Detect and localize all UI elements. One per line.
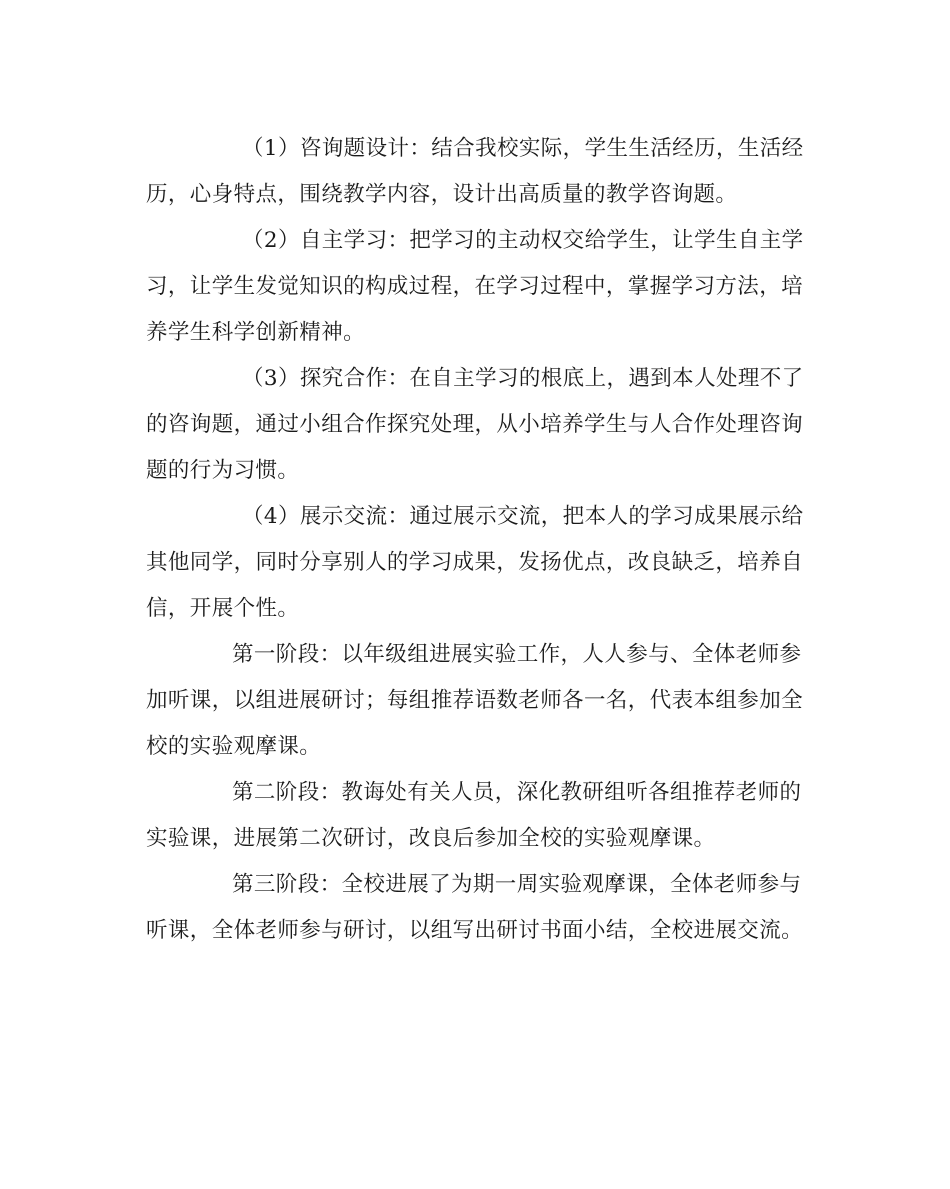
paragraph-line: 题的行为习惯。	[146, 458, 300, 483]
paragraph-line: 校的实验观摩课。	[146, 734, 322, 759]
paragraph-line: （4）展示交流：通过展示交流，把本人的学习成果展示给	[242, 504, 804, 529]
paragraph-line: 第一阶段：以年级组进展实验工作，人人参与、全体老师参	[232, 642, 802, 667]
paragraph-line: 习，让学生发觉知识的构成过程，在学习过程中，掌握学习方法，培	[146, 274, 804, 299]
paragraph-line: 历，心身特点，围绕教学内容，设计出高质量的教学咨询题。	[146, 182, 738, 207]
paragraph-stage-1	[146, 632, 806, 770]
paragraph-line: （2）自主学习：把学习的主动权交给学生，让学生自主学	[242, 228, 804, 253]
paragraph-line: （3）探究合作：在自主学习的根底上，遇到本人处理不了	[242, 366, 804, 391]
paragraph-item-2	[146, 218, 806, 356]
paragraph-item-1	[146, 126, 806, 218]
document-body	[146, 126, 806, 954]
paragraph-item-3	[146, 356, 806, 494]
paragraph-line: 养学生科学创新精神。	[146, 320, 366, 345]
paragraph-stage-3	[146, 862, 806, 954]
paragraph-stage-2	[146, 770, 806, 862]
paragraph-line: 第三阶段：全校进展了为期一周实验观摩课，全体老师参与	[232, 872, 802, 897]
paragraph-line: 的咨询题，通过小组合作探究处理，从小培养学生与人合作处理咨询	[146, 412, 804, 437]
paragraph-line: （1）咨询题设计：结合我校实际，学生生活经历，生活经	[242, 136, 804, 161]
paragraph-line: 加听课，以组进展研讨；每组推荐语数老师各一名，代表本组参加全	[146, 688, 804, 713]
paragraph-line: 实验课，进展第二次研讨，改良后参加全校的实验观摩课。	[146, 826, 716, 851]
paragraph-line: 听课，全体老师参与研讨，以组写出研讨书面小结，全校进展交流。	[146, 918, 804, 943]
paragraph-item-4	[146, 494, 806, 632]
paragraph-line: 信，开展个性。	[146, 596, 300, 621]
paragraph-line: 其他同学，同时分享别人的学习成果，发扬优点，改良缺乏，培养自	[146, 550, 804, 575]
paragraph-line: 第二阶段：教诲处有关人员，深化教研组听各组推荐老师的	[232, 780, 802, 805]
